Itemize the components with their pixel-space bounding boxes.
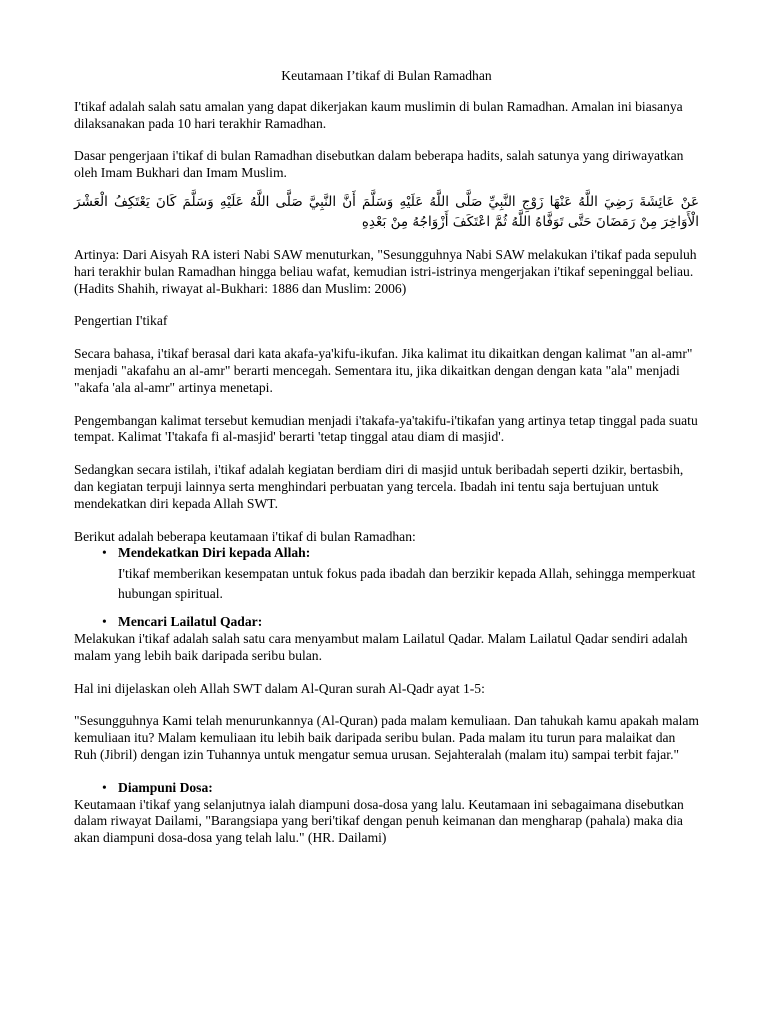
basis-paragraph: Dasar pengerjaan i'tikaf di bulan Ramadhan disebutkan dalam beberapa hadits, salah satunya yang diriwayatkan oleh Imam Bukhari dan Imam Muslim. bbox=[74, 148, 684, 181]
definition-language-paragraph: Secara bahasa, i'tikaf berasal dari kata akafa-ya'kifu-ikufan. Jika kalimat itu dikaitkan dengan kalimat "an al-amr" menjadi "akafahu an al-amr" berarti mencegah. Sementara itu, jika dikaitkan dengan dengan kata "ala" menjadi "akafa 'ala al-amr" artinya menetapi. bbox=[74, 346, 693, 395]
document-page bbox=[74, 68, 699, 847]
virtue-1-title: Mendekatkan Diri kepada Allah: bbox=[118, 545, 311, 561]
virtue-item-1 bbox=[102, 545, 699, 604]
arabic-hadith: عَنْ عَائِشَةَ رَضِيَ اللَّهُ عَنْهَا زَوْجِ النَّبِيِّ صَلَّى اللَّهُ عَلَيْهِ وَسَلَّمَ أَنَّ النَّبِيَّ صَلَّى اللَّهُ عَلَيْهِ وَسَلَّمَ كَانَ يَعْتَكِفُ الْعَشْرَ الْأَوَاخِرَ مِنْ رَمَضَانَ حَتَّى تَوَفَّاهُ اللَّهُ ثُمَّ اعْتَكَفَ أَزْوَاجُهُ مِنْ بَعْدِهِ bbox=[74, 193, 699, 230]
definition-development-paragraph: Pengembangan kalimat tersebut kemudian menjadi i'takafa-ya'takifu-i'tikafan yang artinya tetap tinggal pada suatu tempat. Kalimat 'I'takafa fi al-masjid' berarti 'tetap tinggal atau diam di masjid'. bbox=[74, 412, 698, 445]
virtues-list-1 bbox=[74, 545, 699, 631]
intro-paragraph: I'tikaf adalah salah satu amalan yang dapat dikerjakan kaum muslimin di bulan Ramadhan. Amalan ini biasanya dilaksanakan pada 10 hari terakhir Ramadhan. bbox=[74, 98, 683, 131]
virtue-2-desc: Melakukan i'tikaf adalah salah satu cara menyambut malam Lailatul Qadar. Malam Lailatul Qadar sendiri adalah malam yang lebih baik daripada seribu bulan. bbox=[74, 630, 688, 663]
virtue-1-desc: I'tikaf memberikan kesempatan untuk fokus pada ibadah dan berzikir kepada Allah, sehingga memperkuat hubungan spiritual. bbox=[118, 566, 696, 602]
virtue-3-desc: Keutamaan i'tikaf yang selanjutnya ialah diampuni dosa-dosa yang lalu. Keutamaan ini sebagaimana disebutkan dalam riwayat Dailami, "Barangsiapa yang beri'tikaf dengan penuh keimanan dan mengharap (pahala) maka dia akan diampuni dosa-dosa yang telah lalu." (HR. Dailami) bbox=[74, 796, 684, 846]
virtue-item-3 bbox=[102, 779, 699, 797]
qadr-quote: "Sesungguhnya Kami telah menurunkannya (Al-Quran) pada malam kemuliaan. Dan tahukah kamu apakah malam kemuliaan itu? Malam kemuliaan itu lebih baik daripada seribu bulan. Pada malam itu turun para malaikat dan Ruh (Jibril) dengan izin Tuhannya untuk mengatur semua urusan. Sejahteralah (malam itu) sampai terbit fajar." bbox=[74, 713, 699, 762]
virtues-list-2 bbox=[74, 780, 699, 797]
qadr-intro: Hal ini dijelaskan oleh Allah SWT dalam Al-Quran surah Al-Qadr ayat 1-5: bbox=[74, 680, 485, 696]
virtue-item-2 bbox=[102, 614, 699, 631]
virtue-3-title: Diampuni Dosa: bbox=[118, 779, 213, 795]
virtue-2-title: Mencari Lailatul Qadar: bbox=[118, 614, 263, 630]
document-title: Keutamaan I’tikaf di Bulan Ramadhan bbox=[281, 68, 492, 83]
bullet-dot: • bbox=[102, 779, 107, 795]
bullet-dot: • bbox=[102, 545, 107, 561]
translation-paragraph: Artinya: Dari Aisyah RA isteri Nabi SAW menuturkan, "Sesungguhnya Nabi SAW melakukan i'tikaf pada sepuluh hari terakhir bulan Ramadhan hingga beliau wafat, kemudian istri-istrinya mengerjakan i'tikaf sepeninggal beliau. (Hadits Shahih, riwayat al-Bukhari: 1886 dan Muslim: 2006) bbox=[74, 246, 697, 296]
virtues-intro: Berikut adalah beberapa keutamaan i'tikaf di bulan Ramadhan: bbox=[74, 528, 416, 544]
definition-heading: Pengertian I'tikaf bbox=[74, 313, 168, 329]
bullet-dot: • bbox=[102, 614, 107, 630]
definition-term-paragraph: Sedangkan secara istilah, i'tikaf adalah kegiatan berdiam diri di masjid untuk beribadah seperti dzikir, bertasbih, dan kegiatan terpuji lainnya serta menghindari perbuatan yang tercela. Ibadah ini tentu saja bertujuan untuk mendekatkan diri kepada Allah SWT. bbox=[74, 462, 684, 511]
